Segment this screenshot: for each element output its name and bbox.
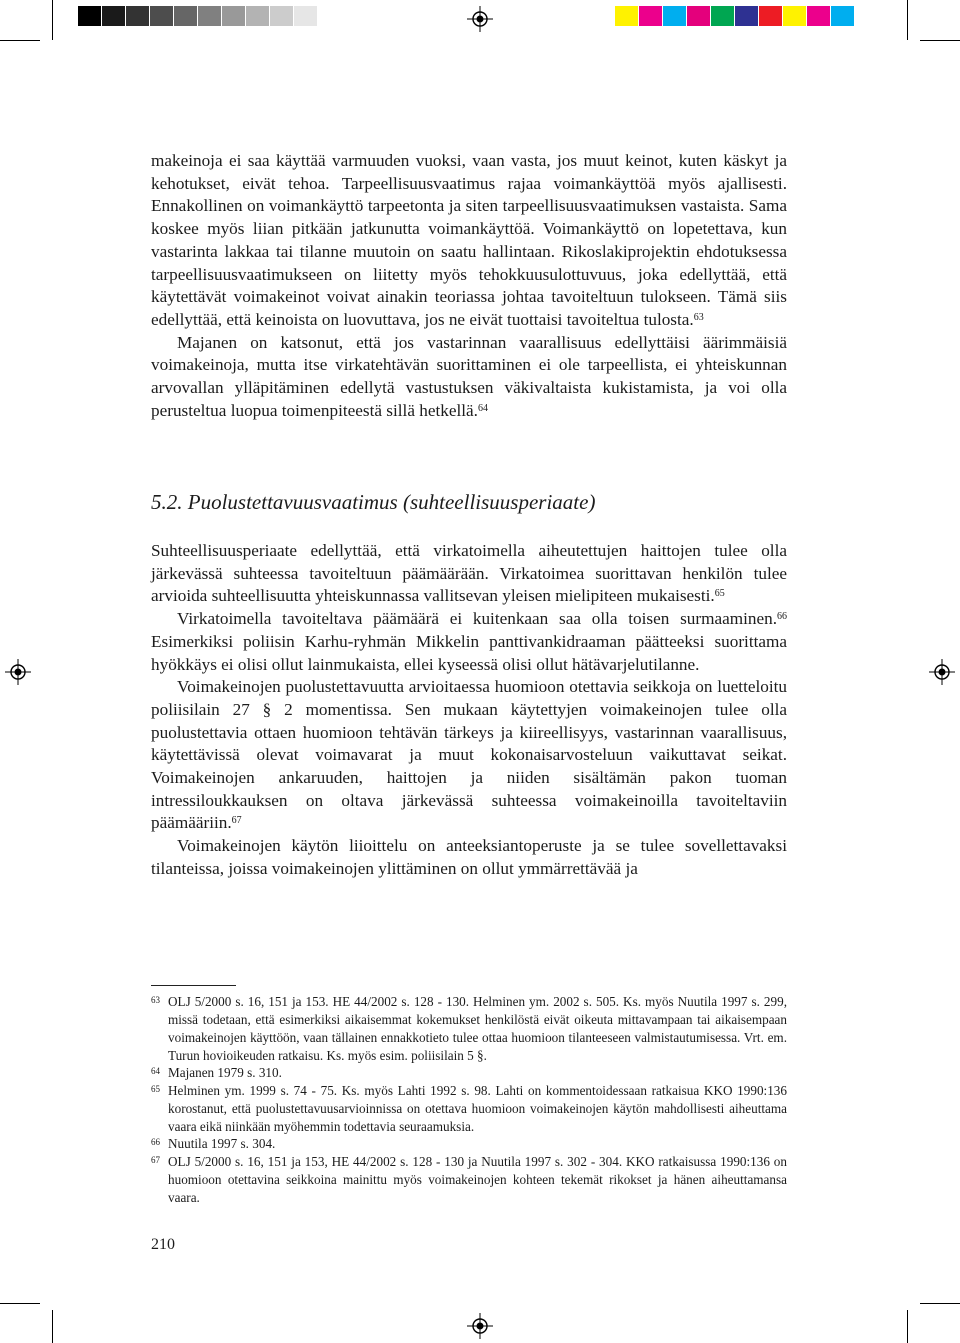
paragraph: makeinoja ei saa käyttää varmuuden vuoksi, vaan vasta, jos muut keinot, kuten käskyt ja kehotukset, eivät tehoa. Tarpeellisuusvaatimus rajaa voimankäyttöä myös ajallisesti. Ennakollinen on voimankäyttö tarpeetonta ja siten tarpeellisuusvaatimuksen vastaista. Sama koskee myös liian pitkään jatkunutta voimankäyttöä. Voimankäyttö on lopetettava, kun vastarinta lakkaa tai tilanne muutoin on saatu hallintaan. Rikoslakiprojektin ehdotuksessa tarpeellisuusvaatimukseen on liitetty myös tehokkuusulottuvuus, joka edellyttää, että käytettävät voimakeinot voivat ainakin teoriassa johtaa tavoiteltuun tulokseen. Tämä siis edellyttää, että keinoista on luovuttava, jos ne eivät tuottaisi tavoiteltua tulosta.$^{63}$	[151, 151, 787, 329]
registration-mark-right-icon	[929, 659, 955, 685]
footnote-number: 63	[151, 995, 160, 1005]
calibration-swatch	[102, 6, 126, 26]
footnote-67	[151, 1153, 787, 1207]
footnote-number: 67	[151, 1155, 160, 1165]
body-text-top	[151, 150, 787, 422]
calibration-swatch	[270, 6, 294, 26]
crop-mark-bottom-left-v	[52, 1310, 53, 1343]
calibration-swatch	[759, 6, 783, 26]
footnote-ref: 67	[231, 815, 242, 827]
registration-mark-left-icon	[5, 659, 31, 685]
paragraph: Majanen on katsonut, että jos vastarinnan vaarallisuus edellyttäisi äärimmäisiä voimakeinoja, mutta itse virkatehtävän suorittaminen ei ole tarpeellista, ei yhteiskunnan arvovallan ylläpitäminen edellytä vastustuksen väkivaltaista kukistamista, ja voi olla perusteltua luopua toimenpiteestä sillä hetkellä.$^{64}$	[151, 332, 787, 420]
calibration-swatch	[639, 6, 663, 26]
footnote-number: 64	[151, 1066, 160, 1076]
calibration-swatch	[615, 6, 639, 26]
registration-mark-bottom-icon	[467, 1313, 493, 1339]
crop-mark-top-right-v	[907, 0, 908, 40]
footnote-ref: 66	[777, 611, 787, 623]
calibration-swatch	[783, 6, 807, 26]
footnote-ref: 65	[714, 588, 725, 600]
calibration-swatch	[174, 6, 198, 26]
calibration-swatch	[735, 6, 759, 26]
calibration-swatch	[687, 6, 711, 26]
footnote-number: 66	[151, 1137, 160, 1147]
footnote-text: OLJ 5/2000 s. 16, 151 ja 153. HE 44/2002 s. 128 - 130. Helminen ym. 2002 s. 505. Ks. myös Nuutila 1997 s. 299, missä todetaan, että esimerkiksi aikaisemmat kokemukset henkilöstä eivät oikeuta mittavampaan tai aikaisempaan voimakeinojen käyttöön, vaan tällainen ennakkotieto tulee ottaa huomioon tilanteeseen valmistautumisessa. Vrt. em. Turun hovioikeuden ratkaisu. Ks. myös esim. poliisilain 5 §.	[168, 994, 787, 1063]
color-calibration-bar	[615, 6, 879, 26]
footnote-64	[151, 1064, 787, 1082]
crop-mark-top-right-h	[920, 40, 960, 41]
calibration-swatch	[831, 6, 855, 26]
registration-mark-top-icon	[467, 6, 493, 32]
gray-calibration-bar	[78, 6, 318, 26]
calibration-swatch	[246, 6, 270, 26]
footnote-66	[151, 1135, 787, 1153]
crop-mark-bottom-right-v	[907, 1310, 908, 1343]
footnote-65	[151, 1082, 787, 1136]
paragraph: Suhteellisuusperiaate edellyttää, että virkatoimella aiheutettujen haittojen tulee olla järkevässä suhteessa tavoiteltuun päämäärään. Virkatoimea suorittavan henkilön tulee arvioida suhteellisuutta yhteiskunnassa vallitsevan yleisen mielipiteen mukaisesti.$^{65}$	[151, 541, 787, 606]
calibration-swatch	[294, 6, 318, 26]
footnote-text: Helminen ym. 1999 s. 74 - 75. Ks. myös Lahti 1992 s. 98. Lahti on kommentoidessaan ratkaisua KKO 1990:136 korostanut, että puolustettavuusarvioinnissa on otettava huomioon voimakeinojen käytön mahdollisesti aiheuttama vaara eikä niinkään myöhemmin todettavia seuraamuksia.	[168, 1083, 787, 1134]
body-text-bottom	[151, 540, 787, 881]
section-heading: 5.2. Puolustettavuusvaatimus (suhteellisuusperiaate)	[151, 490, 596, 514]
calibration-swatch	[711, 6, 735, 26]
calibration-swatch	[807, 6, 831, 26]
paragraph: Voimakeinojen käytön liioittelu on anteeksiantoperuste ja se tulee sovellettavaksi tilanteissa, joissa voimakeinojen ylittäminen on ollut ymmärrettävää ja	[151, 836, 787, 878]
calibration-swatch	[198, 6, 222, 26]
calibration-swatch	[126, 6, 150, 26]
footnote-ref: 64	[477, 402, 488, 414]
calibration-swatch	[222, 6, 246, 26]
footnote-number: 65	[151, 1084, 160, 1094]
crop-mark-top-left-v	[52, 0, 53, 40]
footnote-63	[151, 993, 787, 1065]
calibration-swatch	[663, 6, 687, 26]
crop-mark-bottom-right-h	[920, 1303, 960, 1304]
footnote-text: Nuutila 1997 s. 304.	[168, 1136, 276, 1151]
page-number: 210	[151, 1236, 175, 1253]
footnote-separator	[151, 985, 236, 986]
crop-mark-bottom-left-h	[0, 1303, 40, 1304]
footnote-text: OLJ 5/2000 s. 16, 151 ja 153, HE 44/2002 s. 128 - 130 ja Nuutila 1997 s. 302 - 304. KKO ratkaisussa 1990:136 on huomioon otettavina seikkoina mainittu myös voimakeinojen kohteen tekemät rikokset ja hänen aiheuttamansa vaara.	[168, 1154, 787, 1205]
calibration-swatch	[78, 6, 102, 26]
footnote-text: Majanen 1979 s. 310.	[168, 1065, 282, 1080]
footnote-ref: 63	[693, 311, 704, 323]
paragraph: Virkatoimella tavoiteltava päämäärä ei kuitenkaan saa olla toisen surmaaminen.$^{66}$ Esimerkiksi poliisin Karhu-ryhmän Mikkelin panttivankidraaman päätteeksi suorittama hyökkäys ei olisi ollut lainmukaista, ellei kyseessä olisi ollut hätävarjelutilanne.	[151, 609, 787, 674]
calibration-swatch	[855, 6, 879, 26]
calibration-swatch	[150, 6, 174, 26]
crop-mark-top-left-h	[0, 40, 40, 41]
paragraph: Voimakeinojen puolustettavuutta arvioitaessa huomioon otettavia seikkoja on luetteloitu poliisilain 27 § 2 momentissa. Sen mukaan käytettyjen voimakeinojen tulee olla puolustettavia ottaen huomioon tehtävän tärkeys ja kiireellisyys, vastarinnan vaarallisuus, käytettävissä olevat voimavarat ja muut kokonaisarvosteluun vaikuttavat seikat. Voimakeinojen ankaruuden, haittojen ja niiden sisältämän pakon tuoman intressiloukkauksen on oltava järkevässä suhteessa voimakeinoilla tavoiteltaviin päämääriin.$^{67}$	[151, 677, 787, 833]
